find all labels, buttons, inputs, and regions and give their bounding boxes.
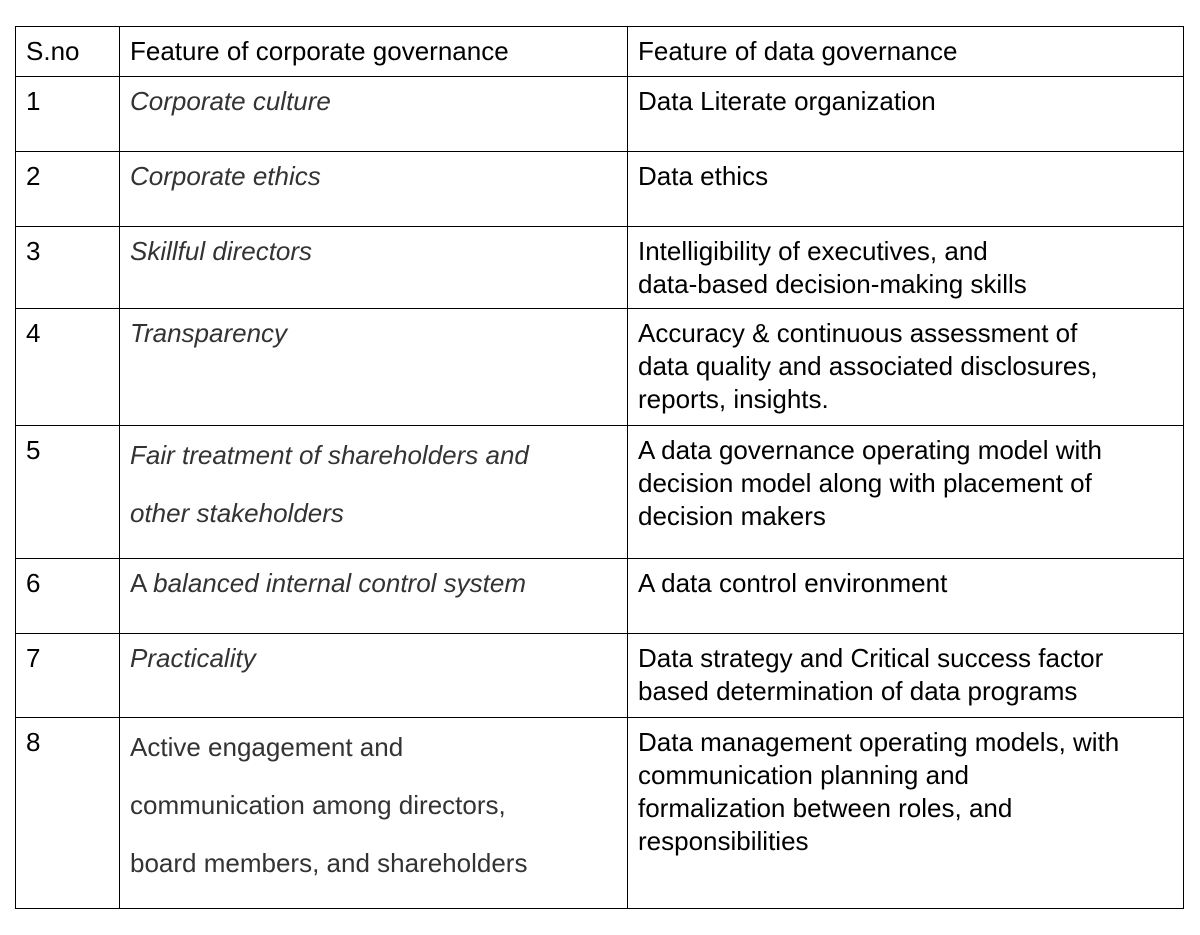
header-corporate-feature: Feature of corporate governance — [120, 27, 628, 77]
row-number: 3 — [16, 227, 120, 309]
data-feature — [628, 559, 1184, 634]
data-feature-line: Data strategy and Critical success factor — [638, 643, 1104, 673]
table-row — [16, 77, 1184, 152]
table-row — [16, 718, 1184, 909]
corporate-feature-prefix: A — [130, 568, 154, 598]
data-feature — [628, 634, 1184, 718]
corporate-feature-text: Corporate culture — [130, 86, 331, 116]
data-feature-line: data-based decision-making skills — [638, 269, 1027, 299]
corporate-feature-line: other stakeholders — [130, 498, 344, 528]
governance-comparison-table — [15, 26, 1184, 909]
corporate-feature — [120, 309, 628, 426]
corporate-feature-text: Corporate ethics — [130, 161, 321, 191]
corporate-feature-line: Active engagement and — [130, 732, 404, 762]
data-feature-line: based determination of data programs — [638, 676, 1078, 706]
corporate-feature-line: board members, and shareholders — [130, 848, 528, 878]
data-feature-line: data quality and associated disclosures, — [638, 351, 1098, 381]
data-feature-line: A data control environment — [638, 568, 948, 598]
row-number: 4 — [16, 309, 120, 426]
data-feature-line: A data governance operating model with — [638, 435, 1102, 465]
data-feature-line: decision model along with placement of — [638, 468, 1092, 498]
data-feature — [628, 309, 1184, 426]
header-data-feature: Feature of data governance — [628, 27, 1184, 77]
row-number: 5 — [16, 426, 120, 559]
data-feature — [628, 152, 1184, 227]
data-feature-line: responsibilities — [638, 826, 809, 856]
row-number: 1 — [16, 77, 120, 152]
data-feature-line: decision makers — [638, 501, 826, 531]
corporate-feature — [120, 718, 628, 909]
table-row — [16, 152, 1184, 227]
corporate-feature-text: balanced internal control system — [153, 568, 527, 598]
corporate-feature — [120, 426, 628, 559]
data-feature-line: Data Literate organization — [638, 86, 936, 116]
data-feature-line: Intelligibility of executives, and — [638, 236, 988, 266]
data-feature — [628, 426, 1184, 559]
table-row — [16, 309, 1184, 426]
table-row — [16, 426, 1184, 559]
corporate-feature — [120, 77, 628, 152]
data-feature — [628, 718, 1184, 909]
data-feature-line: Data ethics — [638, 161, 769, 191]
corporate-feature — [120, 634, 628, 718]
corporate-feature-text: Practicality — [130, 643, 256, 673]
header-sno: S.no — [16, 27, 120, 77]
data-feature-line: Accuracy & continuous assessment of — [638, 318, 1078, 348]
table-row — [16, 634, 1184, 718]
row-number: 7 — [16, 634, 120, 718]
table-row — [16, 227, 1184, 309]
header-row — [16, 27, 1184, 77]
corporate-feature-text: Transparency — [130, 318, 288, 348]
data-feature-line: reports, insights. — [638, 384, 829, 414]
corporate-feature-line: Fair treatment of shareholders and — [130, 440, 529, 470]
corporate-feature-line: communication among directors, — [130, 790, 506, 820]
data-feature-line: Data management operating models, with — [638, 727, 1120, 757]
table-row — [16, 559, 1184, 634]
corporate-feature-text: Skillful directors — [130, 236, 313, 266]
row-number: 6 — [16, 559, 120, 634]
row-number: 2 — [16, 152, 120, 227]
data-feature — [628, 77, 1184, 152]
data-feature — [628, 227, 1184, 309]
corporate-feature — [120, 227, 628, 309]
data-feature-line: formalization between roles, and — [638, 793, 1013, 823]
corporate-feature — [120, 152, 628, 227]
corporate-feature — [120, 559, 628, 634]
row-number: 8 — [16, 718, 120, 909]
data-feature-line: communication planning and — [638, 760, 969, 790]
